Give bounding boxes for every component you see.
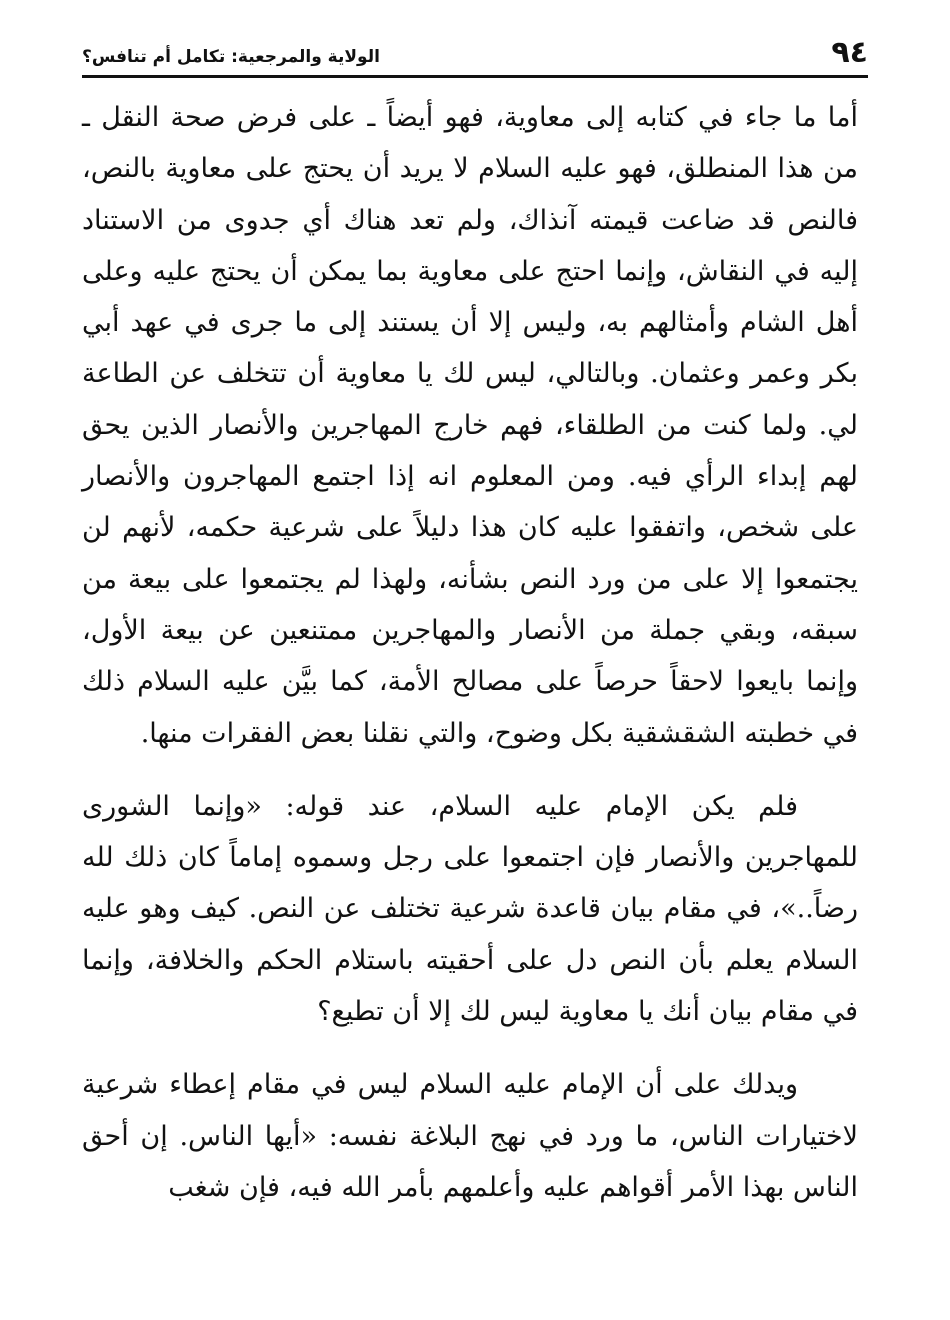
- header-divider: [82, 75, 868, 78]
- running-title: الولاية والمرجعية: تكامل أم تنافس؟: [82, 47, 380, 67]
- paragraph-2: فلم يكن الإمام عليه السلام، عند قوله: «وإنما الشورى للمهاجرين والأنصار فإن اجتمعوا على رجل وسموه إماماً كان ذلك لله رضاً..»، في مقام بيان قاعدة شرعية تختلف عن النص. كيف وهو عليه السلام يعلم بأن النص دل على أحقيته باستلام الحكم والخلافة، وإنما في مقام بيان أنك يا معاوية ليس لك إلا أن تطيع؟: [82, 790, 858, 1028]
- running-header: [82, 30, 868, 70]
- body-text: [82, 92, 858, 1235]
- paragraph-3: ويدلك على أن الإمام عليه السلام ليس في مقام إعطاء شرعية لاختيارات الناس، ما ورد في نهج البلاغة نفسه: «أيها الناس. إن أحق الناس بهذا الأمر أقواهم عليه وأعلمهم بأمر الله فيه، فإن شغب: [82, 1069, 858, 1203]
- page-number: ٩٤: [831, 35, 868, 70]
- paragraph-1: أما ما جاء في كتابه إلى معاوية، فهو أيضاً ـ على فرض صحة النقل ـ من هذا المنطلق، فهو عليه السلام لا يريد أن يحتج على معاوية بالنص، فالنص قد ضاعت قيمته آنذاك، ولم تعد هناك أي جدوى من الاستناد إليه في النقاش، وإنما احتج على معاوية بما يمكن أن يحتج عليه وعلى أهل الشام وأمثالهم به، وليس إلا أن يستند إلى ما جرى في عهد أبي بكر وعمر وعثمان. وبالتالي، ليس لك يا معاوية أن تتخلف عن الطاعة لي. ولما كنت من الطلقاء، فهم خارج المهاجرين والأنصار الذين يحق لهم إبداء الرأي فيه. ومن المعلوم انه إذا اجتمع المهاجرون والأنصار على شخص، واتفقوا عليه كان هذا دليلاً على شرعية حكمه، لأنهم لن يجتمعوا إلا على من ورد النص بشأنه، ولهذا لم يجتمعوا على بيعة من سبقه، وبقي جملة من الأنصار والمهاجرين ممتنعين عن بيعة الأول، وإنما بايعوا لاحقاً حرصاً على مصالح الأمة، كما بيَّن عليه السلام ذلك في خطبته الشقشقية بكل وضوح، والتي نقلنا بعض الفقرات منها.: [82, 102, 858, 749]
